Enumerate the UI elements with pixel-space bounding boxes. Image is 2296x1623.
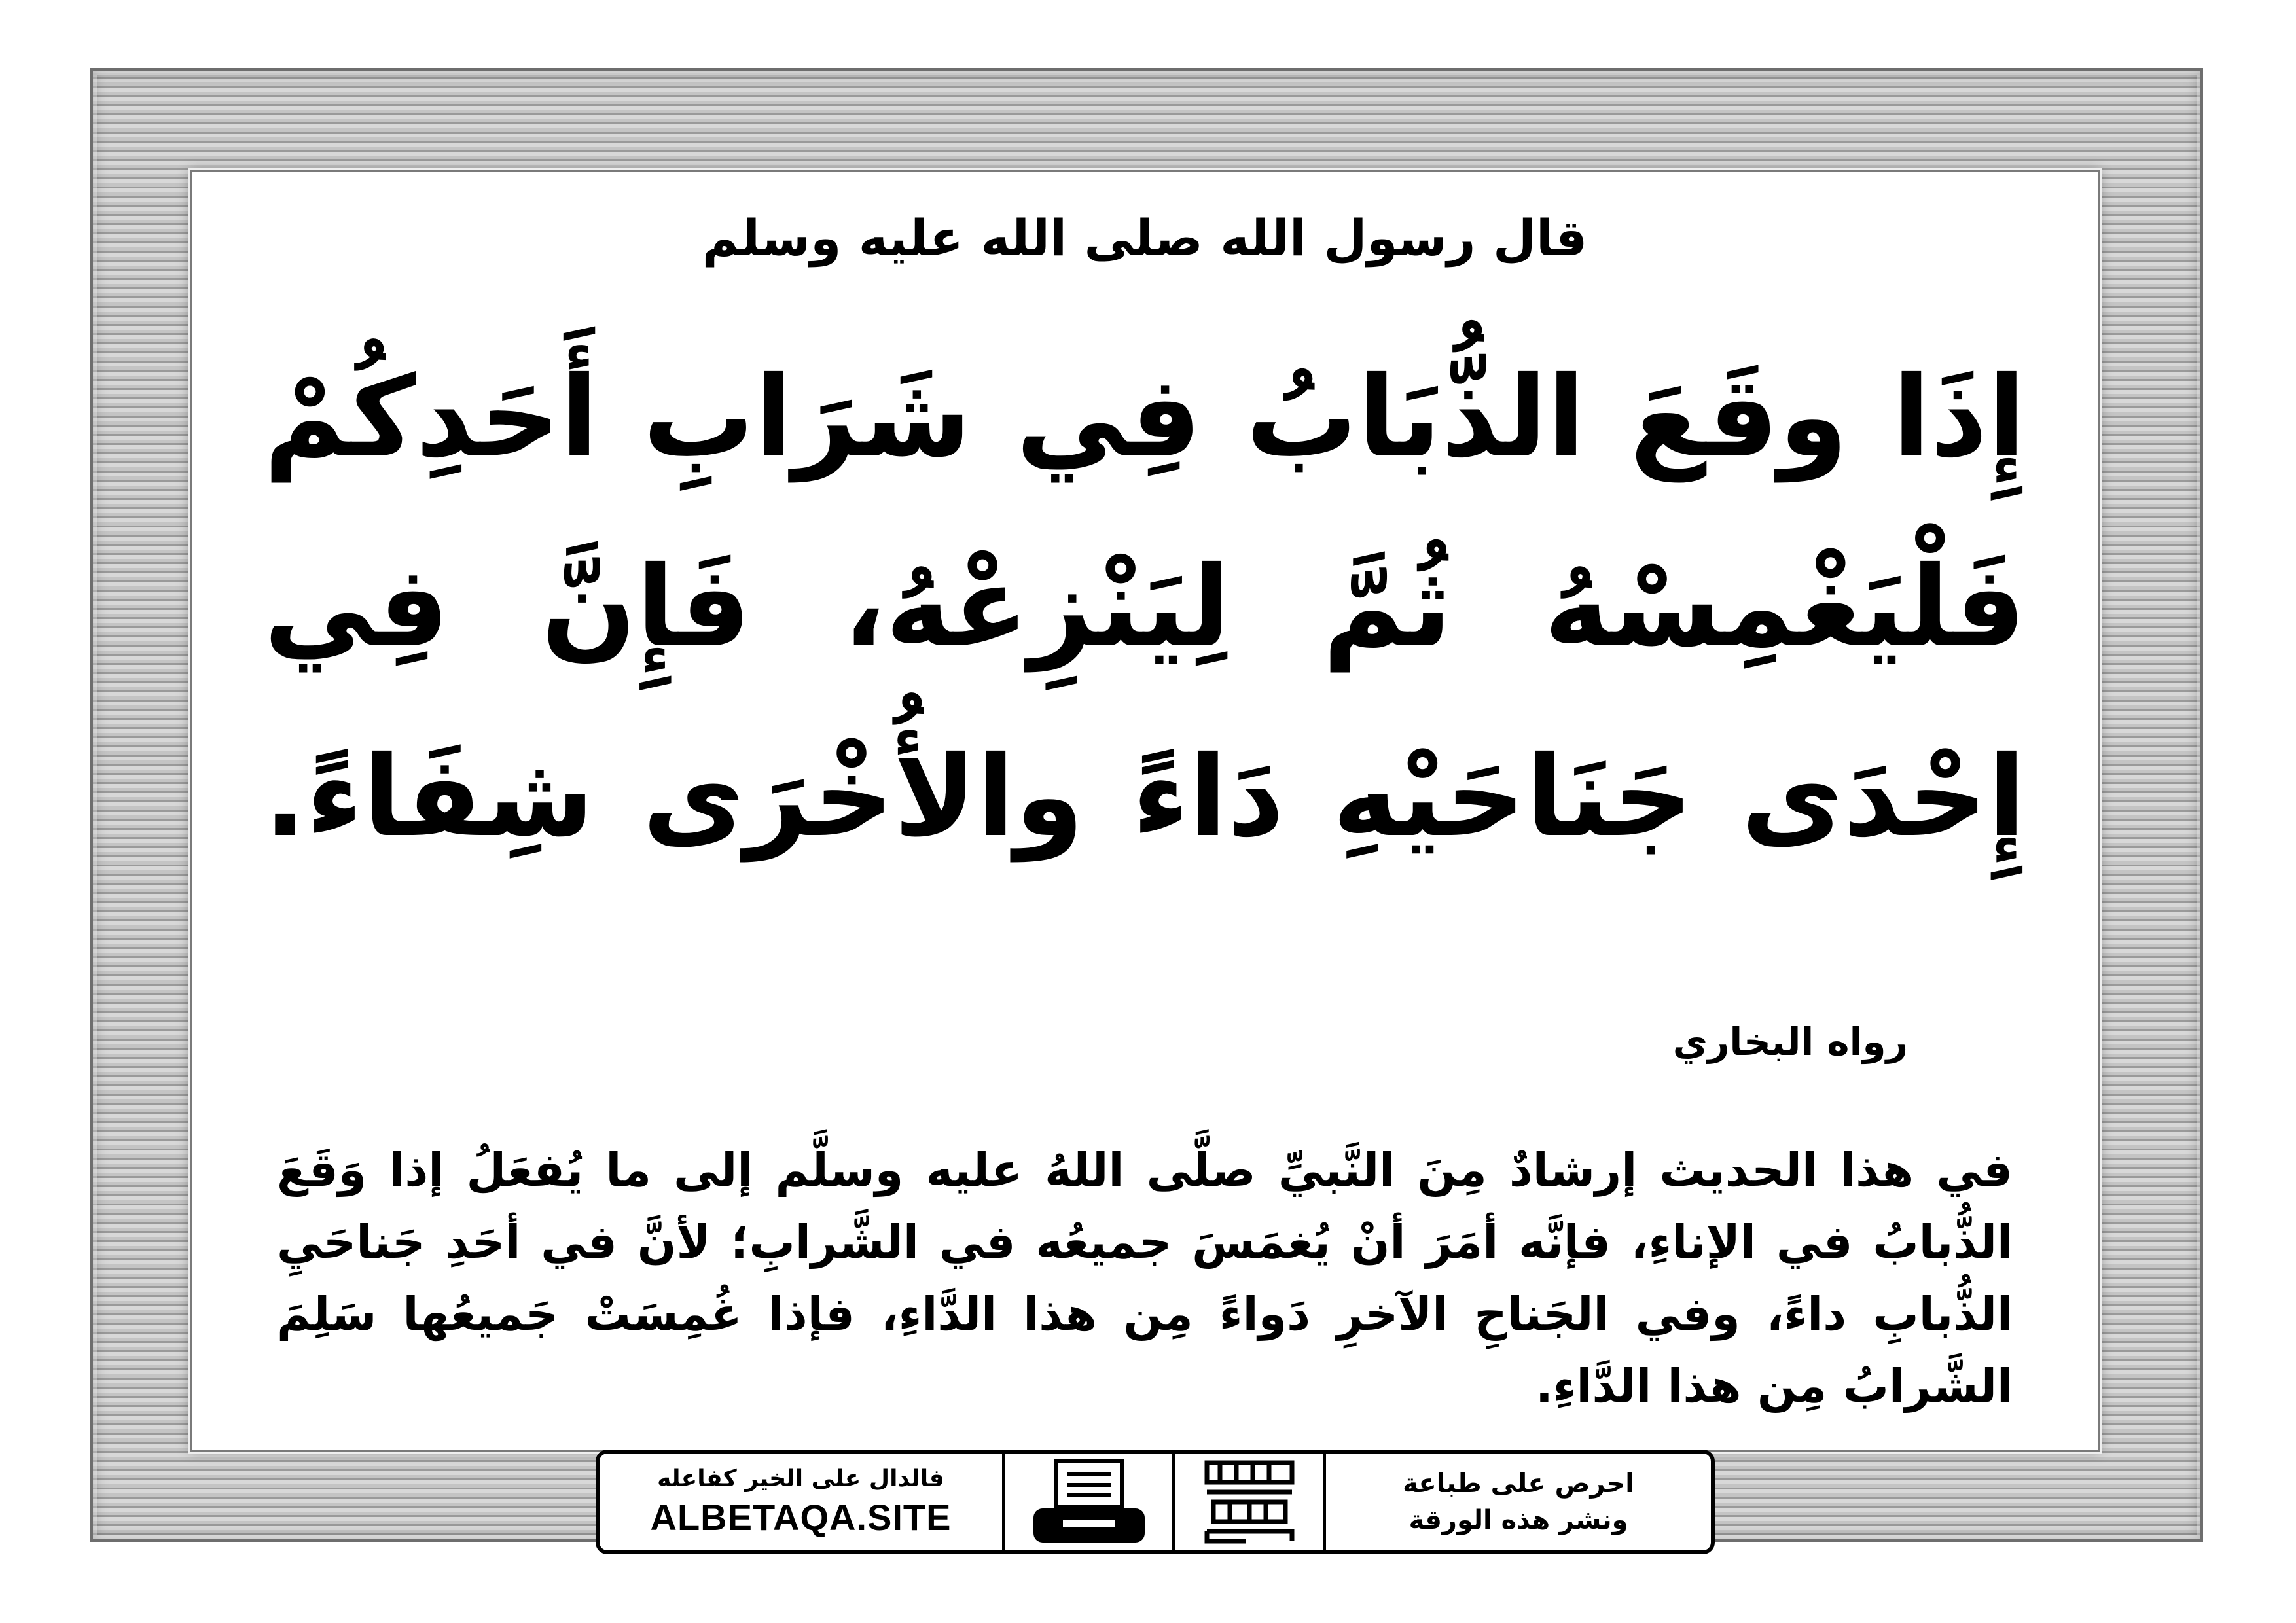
footer-tagline: فالدال على الخير كفاعله bbox=[657, 1465, 944, 1492]
calligraphy-logo-icon bbox=[1175, 1454, 1326, 1550]
footer-notice-line-1: احرص على طباعة bbox=[1403, 1469, 1634, 1499]
narrator-label: رواه البخاري bbox=[1672, 1020, 1908, 1064]
hadith-line-3: إِحْدَى جَنَاحَيْهِ دَاءً والأُخْرَى شِفَاءً. bbox=[264, 732, 2026, 862]
hadith-text bbox=[264, 323, 2026, 892]
footer-notice-block bbox=[1326, 1454, 1711, 1550]
intro-heading: قال رسول الله صلى الله عليه وسلم bbox=[702, 209, 1588, 267]
footer-site-block bbox=[600, 1454, 1005, 1550]
footer-site-link[interactable]: ALBETAQA.SITE bbox=[650, 1497, 952, 1538]
hadith-line-1: إِذَا وقَعَ الذُّبَابُ فِي شَرَابِ أَحَدِكُمْ bbox=[264, 353, 2026, 482]
footer-notice-line-2: ونشر هذه الورقة bbox=[1408, 1505, 1628, 1535]
explanation-paragraph: في هذا الحديث إرشادٌ مِنَ النَّبيِّ صلَّى اللهُ عليه وسلَّم إلى ما يُفعَلُ إذا وَقَعَ الذُّبابُ في الإناءِ، فإنَّه أمَرَ أنْ يُغمَسَ جميعُه في الشَّرابِ؛ لأنَّ في أحَدِ جَناحَيِ الذُّبابِ داءً، وفي الجَناحِ الآخرِ دَواءً مِن هذا الدَّاءِ، فإذا غُمِسَتْ جَميعُها سَلِمَ الشَّرابُ مِن هذا الدَّاءِ. bbox=[277, 1143, 2013, 1413]
printer-icon bbox=[1005, 1454, 1175, 1550]
hadith-line-2: فَلْيَغْمِسْهُ ثُمَّ لِيَنْزِعْهُ، فَإِنَّ فِي bbox=[264, 543, 2026, 672]
printer-icon-graphic bbox=[1027, 1456, 1151, 1548]
calligraphy-logo-graphic bbox=[1200, 1456, 1299, 1548]
footer-banner bbox=[596, 1450, 1715, 1554]
content-panel bbox=[190, 170, 2100, 1452]
